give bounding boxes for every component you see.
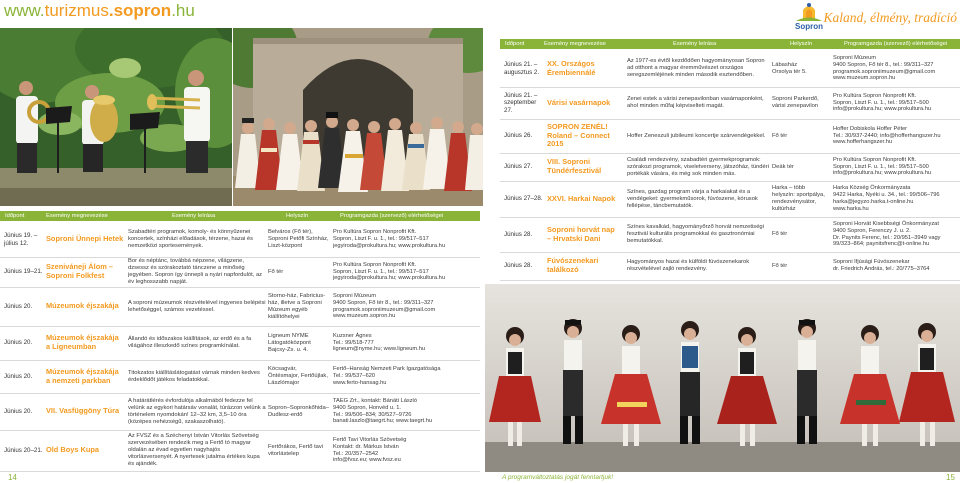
event-name: Soproni horvát nap – Hrvatski Dani	[547, 224, 615, 243]
event-description: Állandó és időszakos kiállítások, az erdő és a fa világához illeszkedő színes programkínálat.	[128, 336, 252, 349]
event-date: Június 20.	[4, 302, 33, 310]
event-row	[0, 222, 480, 258]
event-place: Sopron–Sopronkőhida– Dudlesz-erdő	[268, 404, 329, 418]
event-name: VIII. Soproni Tündérfesztivál	[547, 157, 602, 175]
event-date: Június 27.	[504, 163, 533, 171]
event-name: SOPRON ZENÉL! Roland – Connect 2015	[547, 121, 610, 149]
event-organizer: Soproni Múzeum 9400 Sopron, Fő tér 8., tel.: 99/311–327 programok.soproniimuzeum@gmail.com www.muzeum.sopron.hu	[833, 54, 936, 82]
photo-musicians	[0, 28, 232, 206]
event-place: Storno-ház, Fabricius- ház, illetve a Soproni Múzeum egyéb kiállítóhelyei	[268, 292, 326, 320]
event-date: Június 19–21.	[4, 268, 43, 276]
event-name: VII. Vasfüggöny Túra	[46, 406, 120, 416]
event-place: Fő tér	[772, 231, 788, 237]
site-url-hu: .hu	[171, 1, 195, 20]
event-place: Fertőrákos, Fertő tavi vitorlástelep	[268, 443, 324, 457]
event-date: Június 28.	[504, 262, 533, 270]
table-header-left	[0, 211, 480, 221]
event-row	[500, 153, 960, 182]
event-place: Ligneum NYME Látogatóközpont Bajcsy-Zs. u. 4.	[268, 332, 311, 353]
event-row	[500, 217, 960, 253]
event-date: Június 26.	[504, 132, 533, 140]
event-row	[500, 181, 960, 218]
site-url-turizmus: turizmus	[44, 1, 109, 20]
event-date: Június 20–21.	[4, 446, 43, 454]
event-place: Harka – több helyszín: sportpálya, rendezvénysátor, kultúrház	[772, 185, 825, 212]
event-place: Fő tér	[772, 262, 788, 269]
event-organizer: Soproni Múzeum 9400 Sopron, Fő tér 8., tel.: 99/311–327 programok.soproniimuzeum@gmail.com www.muzeum.sopron.hu	[333, 292, 436, 320]
table-header-right	[500, 39, 960, 49]
event-place: Lábasház Orsolya tér 5.	[772, 61, 807, 75]
event-organizer: TAEG Zrt., kontakt: Bánáti László 9400 Sopron, Honvéd u. 1. Tel.: 99/506–834; 30/527–9726 banati.laszlo@taegrt.hu; www.taegrt.hu	[333, 397, 433, 425]
header-organizer: Programgazda (szervező) elérhetőségei	[340, 213, 444, 219]
event-description: A határátlérés évfordulója alkalmából fedezze fel velünk az egykori határsáv vonalát, túrázzon velünk a történelem nyomdokán! 12–32 km, 3,5–10 óra (középes nehézségű, szakaszolható).	[128, 397, 266, 425]
event-description: Családi rendezvény, szabadtéri gyermekprogramok: szórakozi programok, viseletverseny, játszóház, tündéri portékák vására, és még sok minden más.	[627, 156, 769, 177]
event-description: Színes kavalkád, hagyományőrző horvát nemzetiségi fesztivál kulturális programokkal és gasztronómiai bemutatókkal.	[627, 224, 764, 244]
event-place: Fő tér	[268, 268, 284, 275]
site-url[interactable]	[4, 1, 195, 21]
event-name: Múzeumok éjszakája a Ligneumban	[46, 333, 119, 351]
event-organizer: Soproni Ifjúsági Fúvószenekar dr. Friedrich András, tel.: 20/775–3764	[833, 259, 930, 272]
header-date: Időpont	[5, 213, 25, 219]
event-organizer: Pro Kultúra Sopron Nonprofit Kft. Sopron, Liszt F. u. 1., tel.: 99/517–517 jegyiroda@prokultura.hu; www.prokultura.hu	[333, 229, 445, 249]
event-date: Június 20.	[4, 372, 33, 380]
event-description: Bor és néptánc, továbbá népzene, világzene, dzsessz és szórakoztató tánczene a minőség jegyében. Sopron így ünnepli a nyári napfordulót, az év leghosszabb napját.	[128, 258, 263, 285]
header-place: Helyszín	[790, 41, 813, 47]
event-place: Kócsagvár, Öntésmajor, Fertőújlak, Lászlómajor	[268, 366, 328, 386]
event-organizer: Fertő–Hanság Nemzeti Park Igazgatósága Tel.: 99/537–620 www.ferto-hansag.hu	[333, 366, 441, 386]
event-organizer: Harka Község Önkormányzata 9422 Harka, Nyéki u. 34., tel.: 99/506–796 harka@jegyzo.harka.t-online.hu www.harka.hu	[833, 185, 940, 212]
event-organizer: Hoffer Dobiskola Hoffer Péter Tel.: 30/937-2440; info@hofferhangszer.hu www.hofferhangszer.hu	[833, 125, 941, 146]
event-organizer: Pro Kultúra Sopron Nonprofit Kft. Sopron, Liszt F. u. 1., tel.: 99/517–500 info@prokultura.hu; www.prokultura.hu	[833, 156, 932, 177]
event-row	[0, 360, 480, 394]
event-date: Június 19. – július 12.	[4, 232, 38, 247]
logo-wordmark: Sopron	[795, 22, 823, 31]
event-date: Június 21. – szeptember 27.	[504, 91, 538, 114]
event-organizer: Pro Kultúra Sopron Nonprofit Kft. Sopron, Liszt F. u. 1., tel.: 99/517–500 info@prokultura.hu; www.prokultura.hu	[833, 92, 932, 113]
header-date: Időpont	[505, 41, 525, 47]
event-place: Fő tér	[772, 132, 788, 139]
header-description: Esemény leírása	[673, 41, 717, 47]
event-description: Hagyományos hazai és külföldi fúvószenekarok részvételével zajló rendezvény.	[627, 259, 750, 272]
event-date: Június 20.	[4, 407, 33, 415]
site-url-www: www.	[4, 1, 45, 20]
event-row	[500, 252, 960, 281]
event-place: Belváros (Fő tér), Soproni Petőfi Színház, Liszt-központ	[268, 229, 329, 249]
event-place: Deák tér	[772, 163, 794, 170]
event-description: Színes, gazdag program várja a harkaiakat és a vendégeket: gyermekműsorok, fúvószene, kórusok fellépése, táncbemutatók.	[627, 188, 758, 209]
site-url-sopron: .sopron	[108, 1, 172, 20]
page-number-left: 14	[8, 473, 17, 482]
event-name: XX. Országos Érembiennálé	[547, 58, 596, 77]
program-change-notice: A programváltoztatás jogát fenntartjuk!	[502, 474, 614, 481]
event-row	[0, 287, 480, 327]
event-name: Fúvószenekari találkozó	[547, 256, 599, 274]
event-row	[0, 257, 480, 288]
header-place: Helyszín	[286, 213, 309, 219]
event-name: Várisi vasárnapok	[547, 97, 611, 107]
event-description: Az 1977-es évtől kezdődően hagyományosan Sopron ad otthont a magyar éremművészet országos seregszemléjének minden második esztendőben.	[627, 58, 765, 78]
event-description: Titokzatos kiállításlátogatást várnak minden kedves érdeklődőt játékos feladatokkal.	[128, 369, 260, 383]
event-name: Múzeumok éjszakája	[46, 301, 119, 311]
header-name: Esemény megnevezése	[46, 213, 108, 219]
event-description: Zenei estek a várisi zenepavilonban vasárnaponként, ahol minden műfaj képviselteti magát.	[627, 96, 764, 109]
event-date: Június 27–28.	[504, 195, 543, 203]
event-organizer: Pro Kultúra Sopron Nonprofit Kft. Sopron, Liszt F. u. 1., tel.: 99/517–517 jegyiroda@prokultura.hu; www.prokultura.hu	[333, 261, 445, 282]
event-organizer: Soproni Horvát Kisebbségi Önkormányzat 9400 Sopron, Ferenczy J. u. 2. Dr. Paynits Ferenc, tel.: 20/951–3949 vagy 99/323–864; paynitsfrenc@t-online.hu	[833, 220, 941, 248]
event-description: Hoffer Zeneszuli jubileumi koncertje szárvendégekkel.	[627, 132, 766, 139]
event-description: Az FVSZ és a Széchenyi István Vitorlás Szövetség szervezésében rendezik meg a Fertő tó magyar oldalán az évad egyetlen nagyhajós vitorlásversenyét. A nyertesek jutalma értékes kupa és ajándék.	[128, 433, 260, 467]
photo-costumed-performers	[233, 28, 483, 206]
event-name: Múzeumok éjszakája a nemzeti parkban	[46, 366, 119, 385]
photo-folk-dancers	[485, 284, 960, 472]
event-row	[0, 430, 480, 472]
event-row	[0, 326, 480, 361]
event-name: XXVI. Harkai Napok	[547, 193, 616, 203]
event-row	[500, 50, 960, 88]
event-description: Szabadtéri programok, komoly- és könnyűzenei koncertek, színházi előadások, térzene, hazai és nemzetközi sportesemények.	[128, 229, 254, 249]
event-date: Június 21. – augusztus 2.	[504, 61, 540, 76]
event-row	[500, 87, 960, 120]
header-name: Esemény megnevezése	[544, 41, 606, 47]
event-place: Soproni Parkerdő, várisi zenepavilon	[772, 96, 819, 109]
header-description: Esemény leírása	[172, 213, 216, 219]
event-name: Szeniváneji Álom – Soproni Folkfest	[46, 262, 113, 280]
event-name: Soproni Ünnepi Hetek	[46, 234, 124, 244]
header-organizer: Programgazda (szervező) elérhetőségei	[844, 41, 948, 47]
event-row	[500, 119, 960, 154]
event-organizer: Kuzsner Ágnes Tel.: 99/518-777 ligneum@nyme.hu; www.ligneum.hu	[333, 332, 426, 353]
page-number-right: 15	[946, 473, 955, 482]
event-name: Old Boys Kupa	[46, 445, 99, 455]
event-date: Június 28.	[504, 230, 533, 238]
event-date: Június 20.	[4, 339, 33, 347]
event-row	[0, 393, 480, 431]
event-organizer: Fertő Tavi Vitorlás Szövetség Kontakt: dr. Márkus István Tel.: 20/357–2542 info@fvsz.eu; www.fvsz.eu	[333, 436, 407, 464]
tagline: Kaland, élmény, tradíció	[823, 10, 957, 25]
event-description: A soproni múzeumok részvételével ingyenes belépési lehetőséggel, számos vezetéssel.	[128, 299, 266, 313]
